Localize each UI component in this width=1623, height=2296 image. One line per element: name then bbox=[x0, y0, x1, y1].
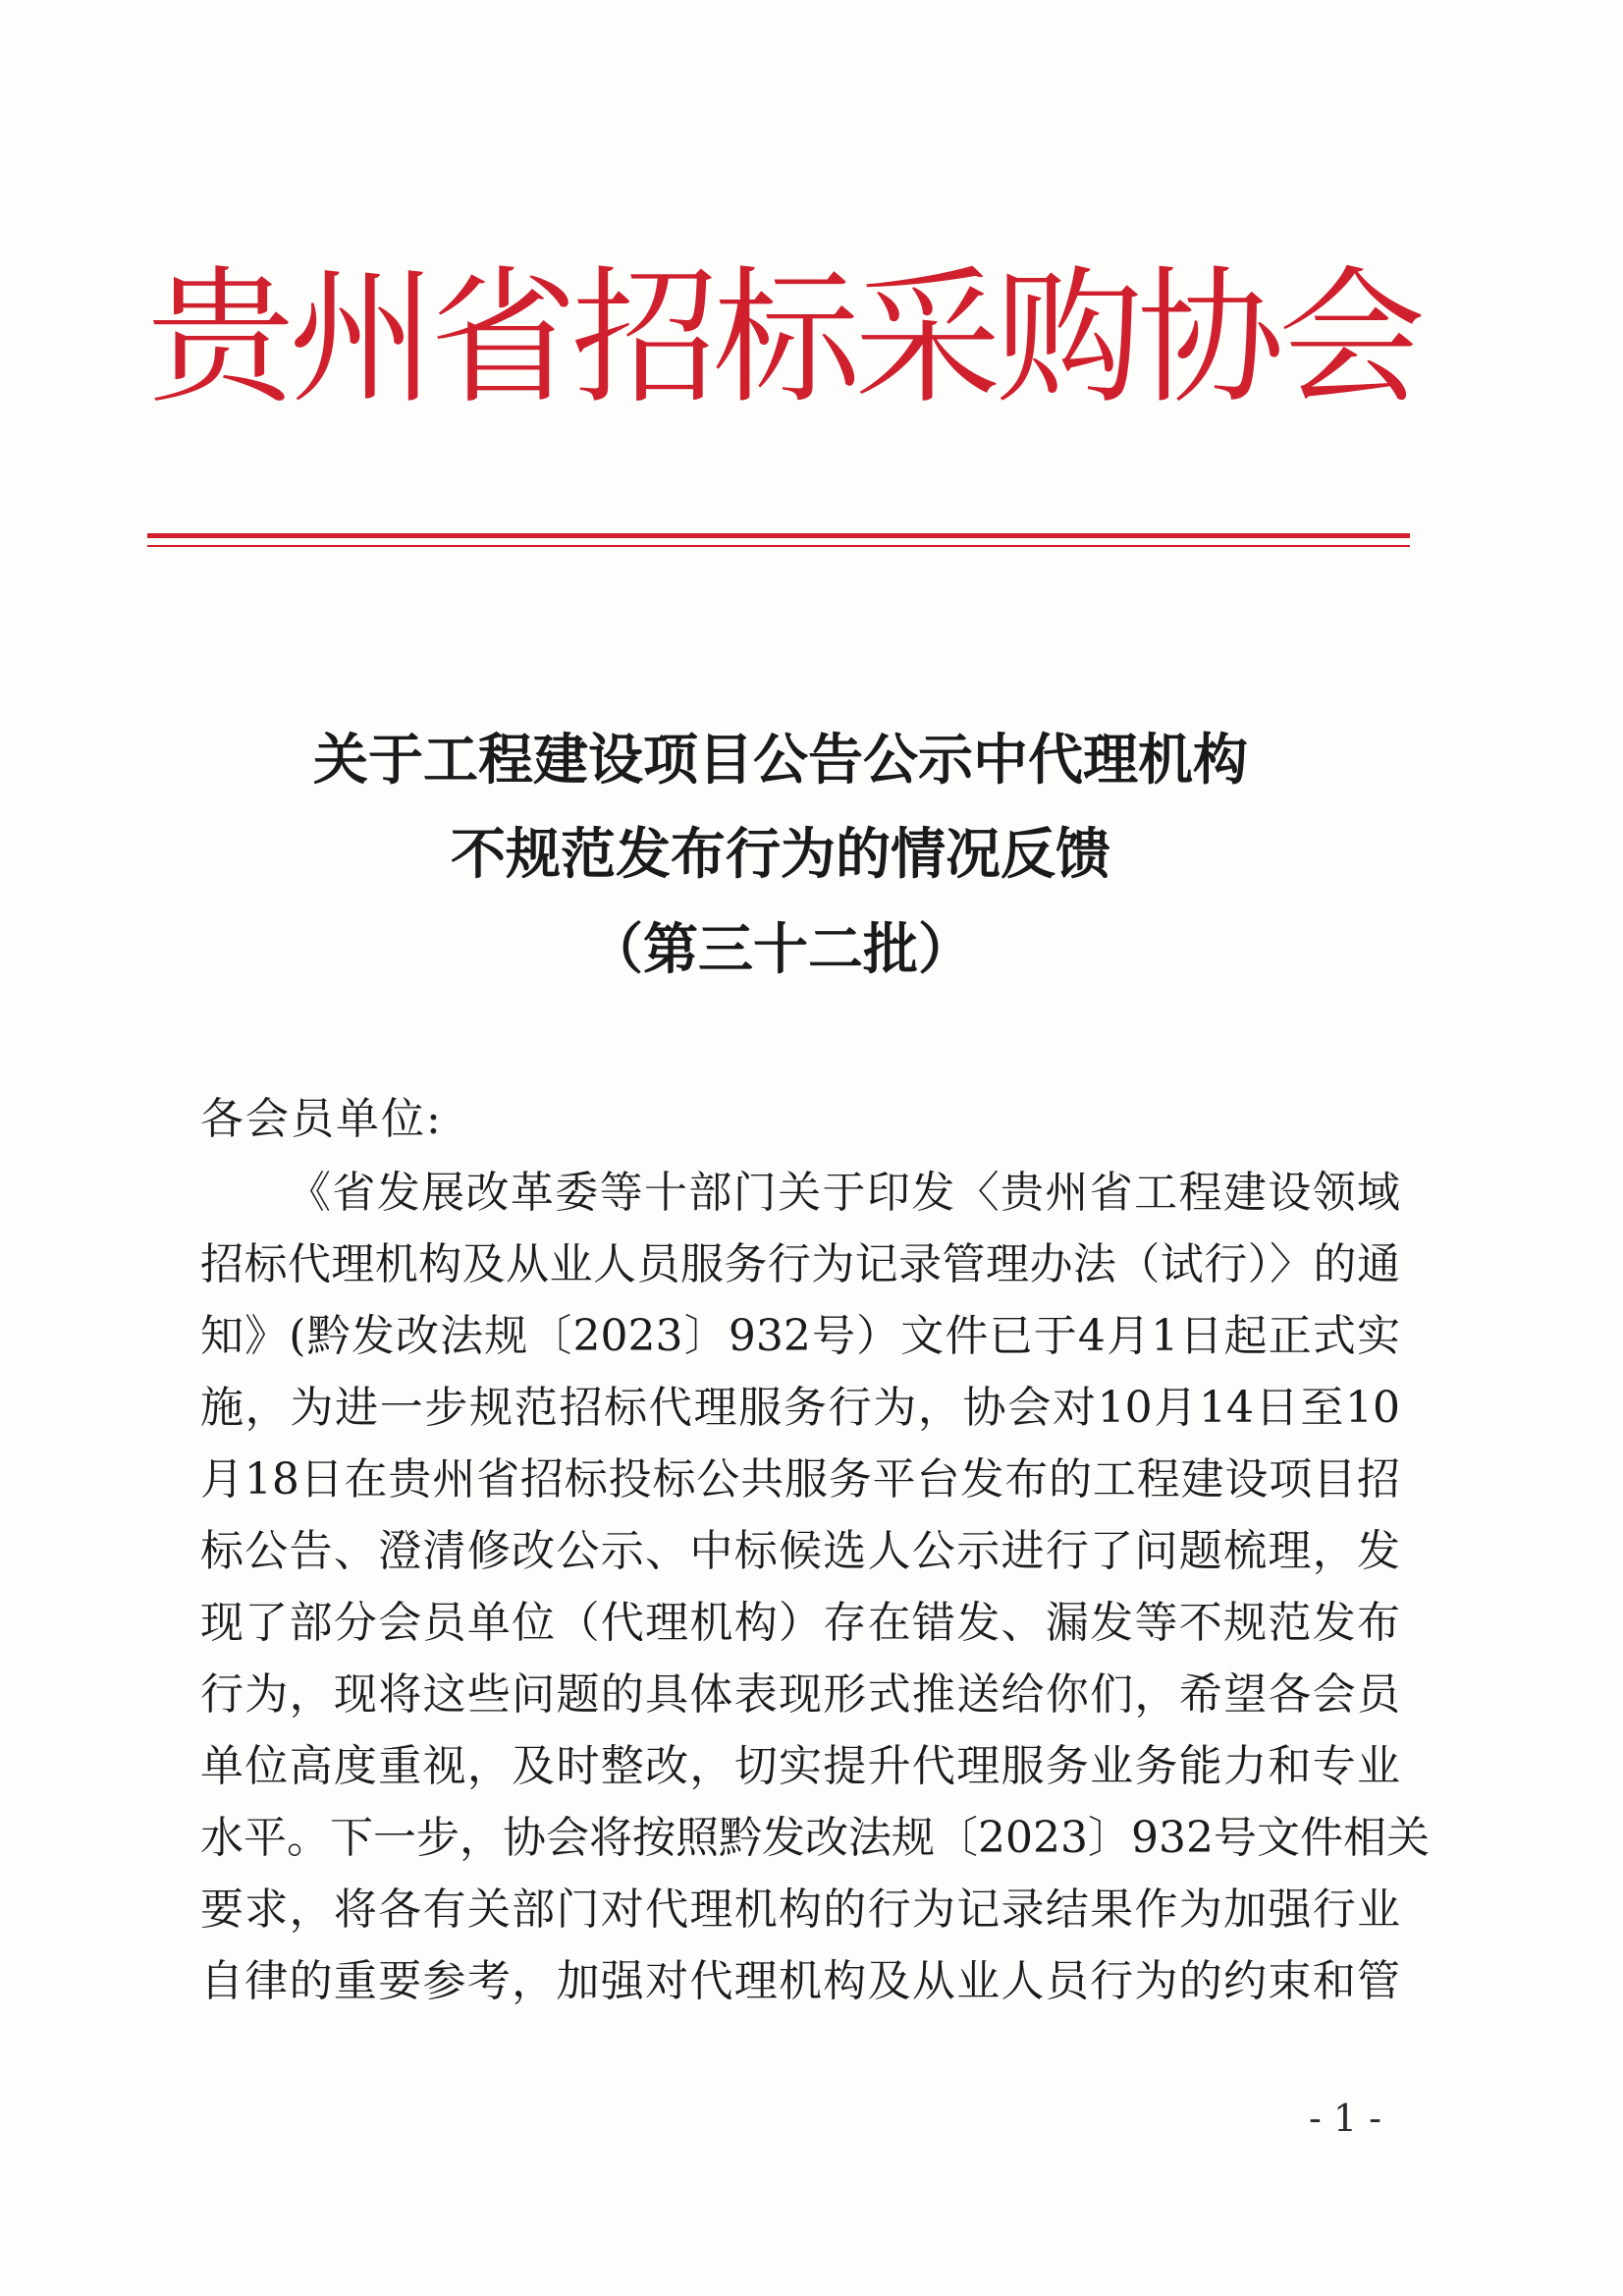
document-title-line-1: 关于工程建设项目公告公示中代理机构 bbox=[313, 729, 1248, 793]
body-line-2: 招标代理机构及从业人员服务行为记录管理办法（试行）〉的通 bbox=[200, 1239, 1400, 1289]
page-number: - 1 - bbox=[1308, 2097, 1381, 2140]
body-line-6: 标公告、澄清修改公示、中标候选人公示进行了问题梳理，发 bbox=[200, 1526, 1400, 1576]
body-line-12: 自律的重要参考，加强对代理机构及从业人员行为的约束和管 bbox=[200, 1956, 1400, 2006]
masthead-rule-thin bbox=[147, 545, 1410, 547]
body-line-3: 知》(黔发改法规〔2023〕932号）文件已于4月1日起正式实 bbox=[200, 1311, 1400, 1361]
salutation: 各会员单位: bbox=[200, 1094, 443, 1144]
body-line-9: 单位高度重视，及时整改，切实提升代理服务业务能力和专业 bbox=[200, 1741, 1400, 1791]
document-title-line-3: （第三十二批） bbox=[588, 918, 973, 982]
body-line-7: 现了部分会员单位（代理机构）存在错发、漏发等不规范发布 bbox=[200, 1598, 1400, 1648]
masthead-rule-thick bbox=[147, 533, 1410, 538]
body-line-10: 水平。下一步，协会将按照黔发改法规〔2023〕932号文件相关 bbox=[200, 1813, 1430, 1863]
body-line-1: 《省发展改革委等十部门关于印发〈贵州省工程建设领域 bbox=[288, 1168, 1400, 1218]
body-line-4: 施，为进一步规范招标代理服务行为，协会对10月14日至10 bbox=[200, 1383, 1400, 1433]
body-line-8: 行为，现将这些问题的具体表现形式推送给你们，希望各会员 bbox=[200, 1669, 1400, 1720]
body-line-5: 月18日在贵州省招标投标公共服务平台发布的工程建设项目招 bbox=[200, 1454, 1400, 1504]
masthead-title: 贵州省招标采购协会 bbox=[147, 253, 1421, 424]
document-title-line-2: 不规范发布行为的情况反馈 bbox=[451, 823, 1110, 887]
body-line-11: 要求，将各有关部门对代理机构的行为记录结果作为加强行业 bbox=[200, 1885, 1400, 1935]
